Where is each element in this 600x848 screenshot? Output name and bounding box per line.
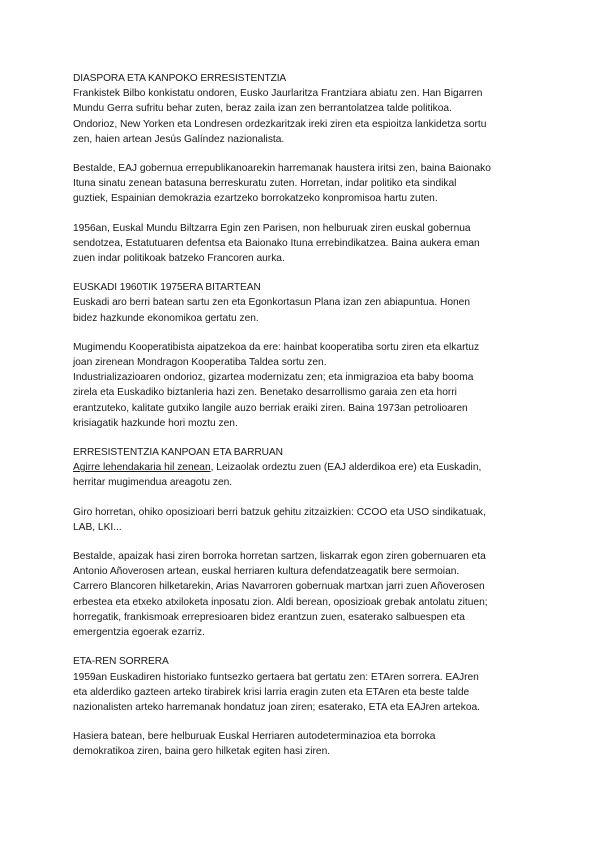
paragraph — [73, 161, 553, 207]
text-line: Frankistek Bilbo konkistatu ondoren, Eusko Jaurlaritza Frantziara abiatu zen. Han Bigarren — [73, 88, 483, 100]
text-line: emergentzia egoerak ezarriz. — [73, 627, 205, 639]
text-line: Giro horretan, ohiko oposizioari berri batzuk gehitu zitzaizkien: CCOO eta USO sindikatuak, — [73, 506, 486, 518]
text-line: Hasiera batean, bere helburuak Euskal Herriaren autodeterminazioa eta borroka — [73, 731, 436, 743]
text-line: guztiek, Espainian demokrazia ezartzeko borrokatzeko konpromisoa hartu zuten. — [73, 193, 438, 205]
text-line: Mugimendu Kooperatibista aipatzekoa da ere: hainbat kooperatiba sortu ziren eta elkartuz — [73, 341, 480, 353]
text-line: joan zirenean Mondragon Kooperatiba Taldea sortu zen. — [73, 357, 327, 369]
section-heading: ETA-REN SORRERA — [73, 656, 169, 668]
paragraph — [73, 729, 553, 759]
section-heading: ERRESISTENTZIA KANPOAN ETA BARRUAN — [73, 447, 283, 459]
text-line: sendotzea, Estatutuaren defentsa eta Baionako Ituna errebindikatzea. Baina aukera eman — [73, 237, 480, 249]
text-span: , Leizaolak ordeztu zuen (EAJ alderdikoa ere) eta Euskadin, — [210, 462, 482, 474]
text-line: zuen indar politikoak batzeko Francoren aurka. — [73, 253, 285, 265]
paragraph — [73, 86, 553, 147]
section-euskadi-1960-1975 — [73, 280, 553, 431]
text-line: 1959an Euskadiren historiako funtsezko gertaera bat gertatu zen: ETAren sorrera. EAJren — [73, 671, 479, 683]
text-line: erbestea eta etxeko atxiloketa inposatu zion. Aldi berean, oposizioak grebak antolatu zituen; — [73, 596, 488, 608]
paragraph — [73, 670, 553, 716]
section-eta-sorrera — [73, 654, 553, 759]
text-line: horregatik, frankismoak errepresioaren bidez erantzun zuen, esaterako salbuespen eta — [73, 611, 465, 623]
text-line: LAB, LKI... — [73, 521, 122, 533]
paragraph — [73, 549, 553, 640]
text-line: Ituna sinatu zenean batasuna berreskuratu zuten. Horretan, indar politiko eta sindikal — [73, 178, 457, 190]
text-line: 1956an, Euskal Mundu Biltzarra Egin zen Parisen, non helburuak ziren euskal gobernua — [73, 222, 471, 234]
paragraph — [73, 295, 553, 325]
text-line: Industrializazioaren ondorioz, gizartea modernizatu zen; eta inmigrazioa eta baby booma — [73, 372, 474, 384]
underlined-phrase: Agirre lehendakaria hil zenean — [73, 462, 211, 474]
text-line: Bestalde, apaizak hasi ziren borroka horretan sartzen, liskarrak egon ziren gobernuaren eta — [73, 551, 486, 563]
text-line: Euskadi aro berri batean sartu zen eta Egonkortasun Plana izan zen abiapuntua. Honen — [73, 297, 471, 309]
text-line: zen, haien artean Jesús Galíndez nazionalista. — [73, 133, 285, 145]
paragraph — [73, 221, 553, 267]
text-line: eta alderdiko gazteen arteko tirabirek krisi larria eragin zuten eta ETAren eta beste talde — [73, 686, 470, 698]
document-page — [73, 71, 553, 774]
text-line: nazionalisten arteko harremanak hondatuz joan ziren; esaterako, ETA eta EAJren artekoa. — [73, 701, 480, 713]
text-line: herritar mugimendua areagotu zen. — [73, 477, 233, 489]
text-line: erantzuteko, kalitate gutxiko langile auzo berriak eraiki ziren. Baina 1973an petrolioaren — [73, 402, 468, 414]
paragraph — [73, 460, 553, 490]
text-line: demokratikoa ziren, baina gero hilketak egiten hasi ziren. — [73, 746, 331, 758]
section-erresistentzia — [73, 445, 553, 640]
text-line: zirela eta Euskadiko biztanleria hazi zen. Benetako desarrollismo garaia zen eta horri — [73, 387, 457, 399]
text-line: Carrero Blancoren hilketarekin, Arias Navarroren gobernuak martxan jarri zuen Añoverosen — [73, 581, 485, 593]
section-heading: EUSKADI 1960TIK 1975ERA BITARTEAN — [73, 282, 261, 294]
text-line: Mundu Gerra sufritu behar zuten, beraz zaila izan zen berrantolatzea talde politikoa. — [73, 103, 452, 115]
text-line: krisiagatik hazkunde hori moztu zen. — [73, 417, 238, 429]
section-diaspora — [73, 71, 553, 266]
text-line: Ondorioz, New Yorken eta Londresen ordezkaritzak ireki ziren eta espioitza lankidetza sortu — [73, 118, 487, 130]
paragraph — [73, 340, 553, 431]
section-heading: DIASPORA ETA KANPOKO ERRESISTENTZIA — [73, 73, 287, 84]
text-line — [73, 460, 553, 475]
text-line: bidez hazkunde ekonomikoa gertatu zen. — [73, 312, 259, 324]
text-line: Antonio Añoverosen artean, euskal herriaren kultura defendatzeagatik bere sermoian. — [73, 566, 460, 578]
paragraph — [73, 505, 553, 535]
text-line: Bestalde, EAJ gobernua errepublikanoarekin harremanak haustera iritsi zen, baina Baionako — [73, 163, 491, 175]
